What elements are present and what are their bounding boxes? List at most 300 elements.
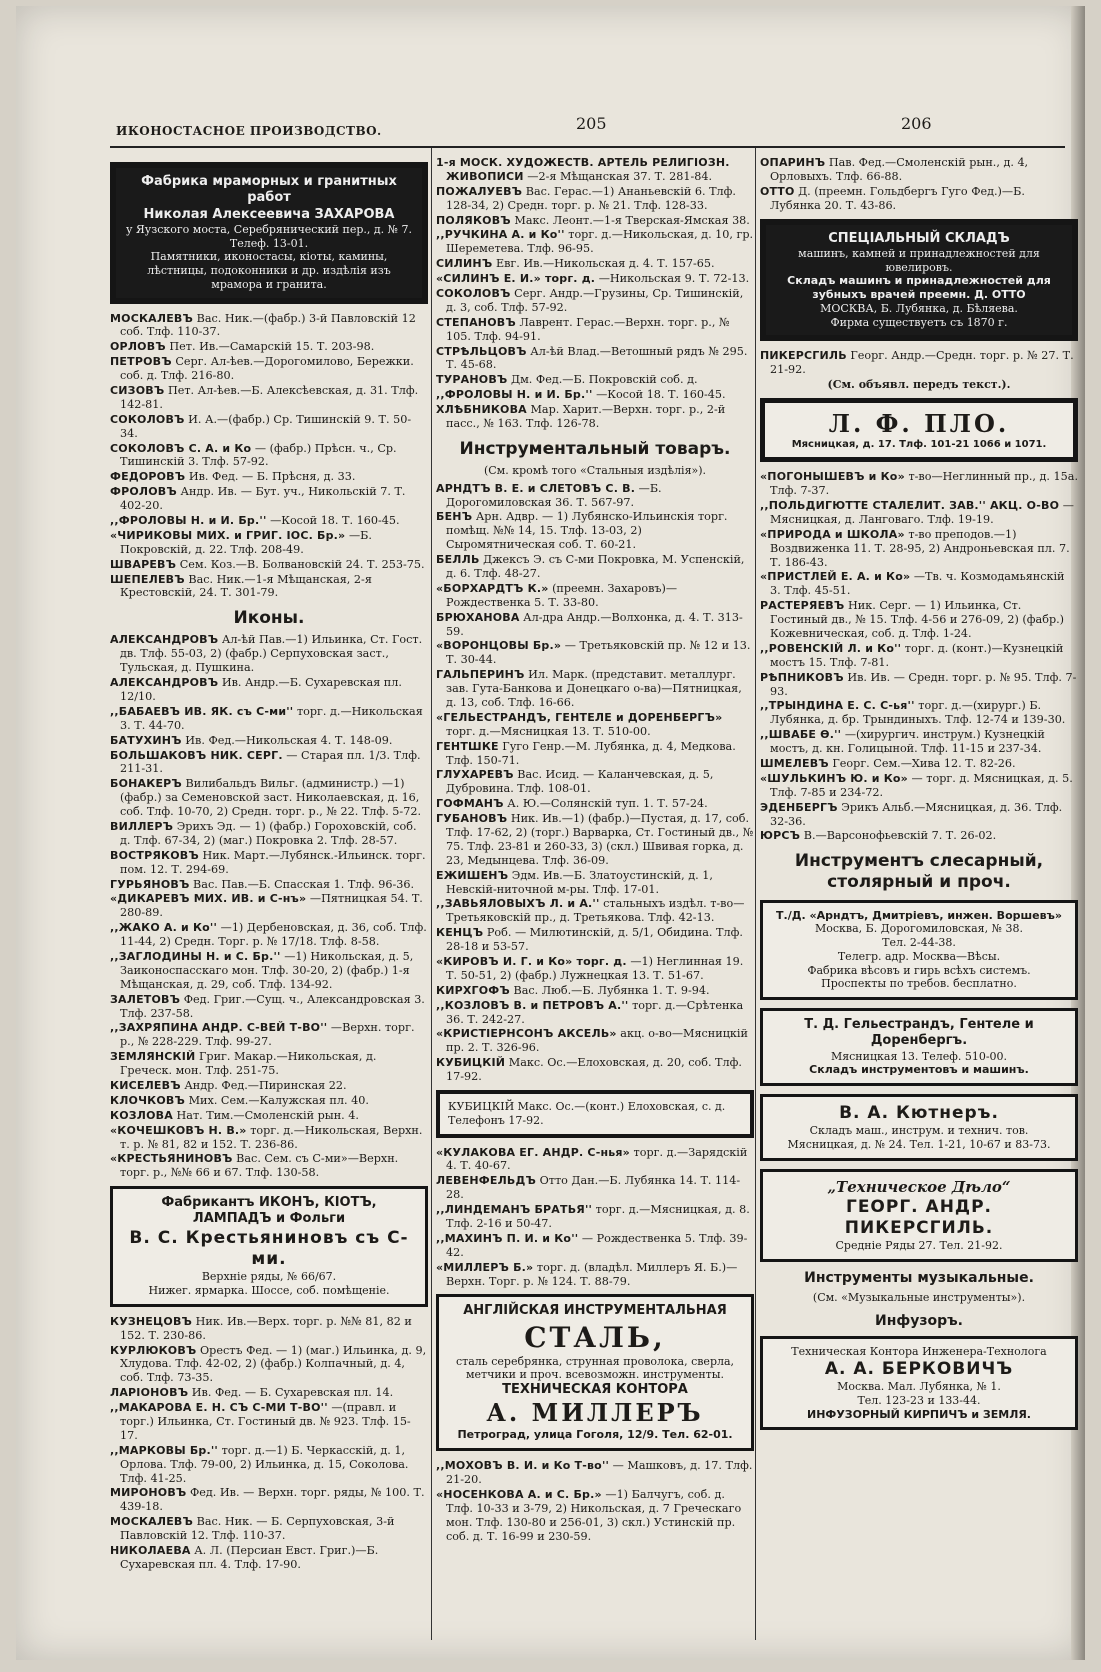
directory-entry	[436, 403, 754, 431]
entry-text: Евг. Ив.—Никольская д. 4. Т. 157-65.	[495, 257, 715, 271]
entry-name: БАТУХИНЪ	[110, 733, 182, 747]
ad-line: Проспекты по требов. бесплатно.	[821, 977, 1017, 991]
entry-name: ,,МАХИНЪ П. И. и Ко''	[436, 1231, 579, 1245]
ad-line: у Яузского моста, Серебрянический пер., д. № 7. Телеф. 13-01.	[125, 222, 413, 250]
ad-line: ТЕХНИЧЕСКАЯ КОНТОРА	[502, 1382, 688, 1398]
entry-name: ПЕТРОВЪ	[110, 355, 172, 369]
entry-name: ,,БАБАЕВЪ ИВ. ЯК. съ С-ми''	[110, 704, 294, 718]
directory-entry	[436, 812, 754, 868]
directory-entry	[436, 373, 754, 387]
entry-name: ,,ЛИНДЕМАНЪ БРАТЬЯ''	[436, 1203, 593, 1217]
directory-entry	[436, 1203, 754, 1231]
entry-text: акц. о-во—Мясницкій пр. 2. Т. 326-96.	[446, 1027, 748, 1055]
directory-entry	[760, 156, 1078, 184]
directory-entry	[760, 728, 1078, 756]
entry-name: ЕЖИШЕНЪ	[436, 868, 509, 882]
entry-name: ПОЛЯКОВЪ	[436, 213, 511, 227]
entry-text: Вас. Ник.—1-я Мѣщанская, 2-я Крестовскій, 24. Т. 301-79.	[120, 572, 372, 600]
entry-text: торг. д. (владѣл. Миллеръ Я. Б.)—Верхн. Торг. р. № 124. Т. 88-79.	[446, 1260, 738, 1288]
entry-name: ЭДЕНБЕРГЪ	[760, 800, 838, 814]
directory-entry	[436, 388, 754, 402]
directory-entry	[110, 993, 428, 1021]
entry-name: «БОРХАРДТЪ К.»	[436, 581, 549, 595]
directory-entry	[436, 1261, 754, 1289]
ad-kubitsky	[436, 1090, 754, 1138]
directory-entry	[110, 820, 428, 848]
column-rule	[431, 148, 432, 1640]
entry-name: ПОЖАЛУЕВЪ	[436, 184, 523, 198]
entry-text: Вас. Ник.—(фабр.) 3-й Павловскій 12 соб. Тлф. 110-37.	[120, 311, 416, 339]
entry-list	[760, 349, 1078, 377]
ad-line: СТАЛЬ,	[524, 1320, 666, 1354]
directory-entry	[436, 287, 754, 315]
directory-entry	[110, 514, 428, 528]
entry-name: «ЧИРИКОВЫ МИХ. и ГРИГ. ІОС. Бр.»	[110, 528, 346, 542]
ad-line: Николая Алексеевича ЗАХАРОВА	[143, 206, 395, 222]
directory-entry	[436, 897, 754, 925]
ad-krestyaninov	[110, 1186, 428, 1307]
entry-list	[436, 156, 754, 431]
entry-name: ГУРЬЯНОВЪ	[110, 877, 190, 891]
entry-text: Ал-ѣй Влад.—Ветошный рядъ № 295. Т. 45-68.	[446, 344, 748, 372]
entry-name: «КРЕСТЬЯНИНОВЪ	[110, 1152, 233, 1166]
entry-name: «ДИКАРЕВЪ МИХ. ИВ. и С-нъ»	[110, 892, 307, 906]
entry-name: КЛОЧКОВЪ	[110, 1093, 186, 1107]
section-note: (См. «Музыкальные инструменты»).	[812, 1291, 1026, 1305]
entry-name: ЗАЛЕТОВЪ	[110, 992, 181, 1006]
ad-line: Мясницкая, д. № 24. Тел. 1-21, 10-67 и 83-73.	[787, 1138, 1051, 1152]
ad-gelestrand	[760, 1008, 1078, 1086]
entry-name: КИСЕЛЕВЪ	[110, 1079, 181, 1092]
entry-list	[436, 1459, 754, 1543]
entry-text: торг. д.—Никольская, Верхн. т. р. № 81, 82 и 152. Т. 236-86.	[120, 1123, 423, 1151]
directory-entry	[436, 1056, 754, 1084]
entry-text: Георг. Андр.—Средн. торг. р. № 27. Т. 21-92.	[770, 349, 1074, 377]
ad-line: АНГЛІЙСКАЯ ИНСТРУМЕНТАЛЬНАЯ	[463, 1303, 727, 1319]
entry-text: торг. д. (конт.)—Кузнецкій мостъ 15. Тлф. 7-81.	[770, 641, 1064, 669]
entry-text: —Никольская 9. Т. 72-13.	[598, 272, 750, 286]
entry-list	[760, 156, 1078, 213]
entry-text: Эрикъ Альб.—Мясницкая, д. 36. Тлф. 32-36.	[770, 800, 1063, 828]
directory-entry	[436, 999, 754, 1027]
ad-line: В. С. Крестьяниновъ съ С-ми.	[129, 1227, 409, 1269]
directory-entry	[436, 768, 754, 796]
directory-entry	[436, 639, 754, 667]
entry-name: 1-я МОСК. ХУДОЖЕСТВ. АРТЕЛЬ РЕЛИГІОЗН. ЖИВОПИСИ	[436, 156, 730, 183]
directory-entry	[760, 699, 1078, 727]
directory-entry	[110, 470, 428, 484]
entry-name: ,,МАРКОВЫ Бр.''	[110, 1443, 219, 1457]
entry-name: МИРОНОВЪ	[110, 1486, 187, 1500]
directory-entry	[110, 1152, 428, 1180]
directory-entry	[110, 312, 428, 340]
entry-name: АРНДТЪ В. Е. и СЛЕТОВЪ С. В.	[436, 481, 636, 495]
entry-text: торг. д.—Мясницкая, д. 8. Тлф. 2-16 и 50-47.	[446, 1203, 750, 1230]
entry-name: ОРЛОВЪ	[110, 340, 166, 354]
directory-entry	[110, 633, 428, 675]
ad-line: Техническая Контора Инженера-Технолога	[791, 1345, 1047, 1359]
entry-name: ,,ШВАБЕ Ө.''	[760, 728, 842, 742]
entry-text: А. Ю.—Солянскій туп. 1. Т. 57-24.	[507, 797, 708, 811]
ad-line: Мясницкая 13. Телеф. 510-00.	[830, 1049, 1008, 1063]
entry-name: БЕЛЛЬ	[436, 553, 480, 567]
entry-text: Андр. Ив. — Бут. уч., Никольскій 7. Т. 402-20.	[120, 485, 406, 513]
entry-text: Орестъ Фед. — 1) (маг.) Ильинка, д. 9, Хлудова. Тлф. 42-02, 2) (фабр.) Колпачный, д. 4, соб. Тлф. 73-35.	[120, 1343, 427, 1385]
entry-text: Георг. Сем.—Хива 12. Т. 82-26.	[832, 757, 1016, 771]
entry-text: —Верхн. торг. р., № 228-229. Тлф. 99-27.	[120, 1021, 415, 1049]
entry-name: ,,ЖАКО А. и Ко''	[110, 921, 218, 935]
entry-text: Роб. — Милютинскій, д. 5/1, Обидина. Тлф. 28-18 и 53-57.	[446, 926, 743, 954]
directory-entry	[110, 1401, 428, 1443]
directory-entry	[760, 528, 1078, 570]
directory-entry	[110, 1109, 428, 1123]
entry-text: Пет. Ал-ѣев.—Б. Алексѣевская, д. 31. Тлф. 142-81.	[120, 383, 419, 411]
directory-entry	[436, 1232, 754, 1260]
section-title: Иконы.	[233, 608, 305, 629]
entry-name: ГУБАНОВЪ	[436, 812, 508, 826]
entry-text: —1) Дербеновская, д. 36, соб. Тлф. 11-44, 2) Средн. Торг. р. № 17/18. Тлф. 8-58.	[120, 921, 427, 949]
entry-text: торг. д.—Никольская 3. Т. 44-70.	[120, 704, 423, 732]
entry-text: — (фабр.) Прѣсн. ч., Ср. Тишинскій 3. Тлф. 57-92.	[120, 441, 397, 469]
entry-text: Д. (преемн. Гольдбергъ Гуго Фед.)—Б. Лубянка 20. Т. 43-86.	[770, 184, 1025, 212]
entry-list	[110, 1315, 428, 1572]
entry-name: ФРОЛОВЪ	[110, 485, 177, 499]
directory-entry	[110, 734, 428, 748]
entry-text: торг. д.—Мясницкая 13. Т. 510-00.	[446, 724, 651, 738]
entry-name: «СИЛИНЪ Е. И.» торг. д.	[436, 272, 596, 286]
entry-name: «КИРОВЪ И. Г. и Ко» торг. д.	[436, 955, 627, 969]
entry-name: СОКОЛОВЪ	[436, 287, 511, 301]
entry-text: Вас. Люб.—Б. Лубянка 1. Т. 9-94.	[513, 983, 710, 997]
ad-line: Фабрика вѣсовъ и гирь всѣхъ системъ.	[807, 963, 1031, 977]
entry-text: — Старая пл. 1/3. Тлф. 211-31.	[120, 748, 421, 776]
directory-entry	[436, 1146, 754, 1174]
ad-line: А. А. БЕРКОВИЧЪ	[824, 1358, 1014, 1379]
directory-entry	[760, 757, 1078, 771]
entry-text: Ал-ѣй Пав.—1) Ильинка, Ст. Гост. дв. Тлф. 55-03, 2) (фабр.) Серпуховская заст., Тульская, д. Пушкина.	[120, 633, 423, 675]
entry-text: Ив. Фед. — Б. Прѣсня, д. 33.	[188, 470, 356, 484]
directory-entry	[110, 676, 428, 704]
entry-text: В.—Варсонофьевскій 7. Т. 26-02.	[803, 829, 997, 843]
entry-name: ОПАРИНЪ	[760, 156, 826, 169]
entry-text: — Третьяковскій пр. № 12 и 13. Т. 30-44.	[446, 639, 751, 667]
directory-entry	[436, 740, 754, 768]
directory-entry	[436, 510, 754, 552]
directory-entry	[110, 950, 428, 992]
entry-name: ,,ФРОЛОВЫ Н. и И. Бр.''	[436, 388, 593, 402]
directory-entry	[110, 1079, 428, 1093]
entry-name: КИРХГОФЪ	[436, 983, 510, 997]
section-note: (См. объявл. передъ текст.).	[827, 378, 1011, 392]
entry-text: Фед. Ив. — Верхн. торг. ряды, № 100. Т. 439-18.	[120, 1486, 425, 1514]
directory-entry	[436, 668, 754, 710]
directory-entry	[110, 777, 428, 819]
ad-line: Нижег. ярмарка. Шоссе, соб. помѣщеніе.	[148, 1283, 390, 1297]
entry-text: —1) Неглинная 19. Т. 50-51, 2) (фабр.) Лужнецкая 13. Т. 51-67.	[446, 955, 744, 982]
entry-text: (преемн. Захаровъ)—Рождественка 5. Т. 33-80.	[446, 581, 678, 609]
entry-name: «ШУЛЬКИНЪ Ю. и Ко»	[760, 771, 908, 785]
entry-text: Мар. Харит.—Верхн. торг. р., 2-й пасс., № 163. Тлф. 126-78.	[446, 403, 726, 431]
entry-text: А. Л. (Персиан Евст. Григ.)—Б. Сухаревская пл. 4. Тлф. 17-90.	[120, 1543, 379, 1571]
entry-name: СТЕПАНОВЪ	[436, 315, 516, 329]
entry-text: Макс. Леонт.—1-я Тверская-Ямская 38.	[514, 213, 750, 227]
entry-text: торг. д.—Срѣтенка 36. Т. 242-27.	[446, 998, 744, 1026]
directory-entry	[436, 984, 754, 998]
entry-text: Ник. Ив.—1) (фабр.)—Пустая, д. 17, соб. Тлф. 17-62, 2) (торг.) Варварка, Ст. Гостиный дв., № 75. Тлф. 23-81 и 260-33, 3) (скл.) Швивая горка, д. 23, Медынцева. Тлф. 36-09.	[446, 812, 754, 867]
entry-text: Ник. Ив.—Верх. торг. р. №№ 81, 82 и 152. Т. 230-86.	[120, 1314, 412, 1342]
ad-line: сталь серебрянка, струнная проволока, сверла, метчики и проч. всевозможн. инструменты.	[455, 1354, 735, 1382]
directory-entry	[110, 1444, 428, 1486]
directory-entry	[110, 1124, 428, 1152]
entry-name: ГЛУХАРЕВЪ	[436, 768, 514, 782]
entry-text: Вас. Ник. — Б. Серпуховская, 3-й Павловскій 12. Тлф. 110-37.	[120, 1515, 395, 1543]
section-title: Инфузоръ.	[874, 1312, 964, 1329]
entry-name: ШМЕЛЕВЪ	[760, 757, 829, 771]
directory-entry	[110, 1544, 428, 1572]
entry-name: ЮРСЪ	[760, 829, 801, 843]
entry-name: АЛЕКСАНДРОВЪ	[110, 633, 219, 647]
ad-plo	[760, 398, 1078, 463]
entry-text: — Рождественка 5. Тлф. 39-42.	[446, 1231, 748, 1259]
entry-name: БОНАКЕРЪ	[110, 777, 182, 791]
entry-text: торг. д.—1) Б. Черкасскій, д. 1, Орлова. Тлф. 79-00, 2) Ильинка, д. 15, Соколова. Тлф. 41-25.	[120, 1443, 409, 1485]
entry-text: Арн. Адвр. — 1) Лубянско-Ильинскія торг. помѣщ. №№ 14, 15. Тлф. 13-03, 2) Сыромятническая соб. Т. 60-21.	[446, 510, 728, 552]
entry-text: —Б. Покровскій, д. 22. Тлф. 208-49.	[120, 528, 372, 556]
ad-kutner	[760, 1094, 1078, 1161]
directory-entry	[760, 499, 1078, 527]
entry-name: КУБИЦКІЙ	[436, 1056, 506, 1070]
directory-entry	[760, 642, 1078, 670]
directory-entry	[760, 570, 1078, 598]
entry-text: торг. д.—(хирург.) Б. Лубянка, д. бр. Трындиныхъ. Тлф. 12-74 и 139-30.	[770, 699, 1066, 727]
entry-text: Ив. Фед. — Б. Сухаревская пл. 14.	[191, 1386, 394, 1400]
ad-pikersgil	[760, 1169, 1078, 1262]
directory-entry	[110, 1315, 428, 1343]
ad-line: „Техническое Дѣло“	[827, 1177, 1011, 1196]
entry-text: Дм. Фед.—Б. Покровскій соб. д.	[511, 373, 698, 387]
entry-name: РѢПНИКОВЪ	[760, 670, 844, 684]
directory-entry	[110, 573, 428, 601]
entry-text: Отто Дан.—Б. Лубянка 14. Т. 114-28.	[446, 1174, 741, 1202]
entry-name: ,,ФРОЛОВЫ Н. и И. Бр.''	[110, 513, 267, 527]
entry-text: Ив. Фед.—Никольская 4. Т. 148-09.	[185, 733, 393, 747]
ad-line: Памятники, иконостасы, кіоты, камины, лѣстницы, подоконники и др. издѣлія изъ мрамора и гранита.	[147, 250, 391, 291]
entry-text: —(правл. и торг.) Ильинка, Ст. Гостиный дв. № 923. Тлф. 15-17.	[120, 1401, 411, 1442]
entry-name: БРЮХАНОВА	[436, 610, 520, 624]
entry-name: ЛАРІОНОВЪ	[110, 1386, 189, 1400]
entry-text: торг. д.—Никольская, д. 10, гр. Шереметева. Тлф. 96-95.	[446, 228, 754, 256]
entry-name: ,,МАКАРОВА Е. Н. СЪ С-МИ Т-ВО''	[110, 1401, 328, 1415]
entry-name: ГАЛЬПЕРИНЪ	[436, 668, 525, 682]
directory-entry	[436, 553, 754, 581]
directory-entry	[110, 878, 428, 892]
entry-text: Серг. Ал-ѣев.—Дорогомилово, Бережки. соб. д. Тлф. 216-80.	[120, 355, 414, 383]
entry-name: ,,ПОЛЬДИГЮТТЕ СТАЛЕЛИТ. ЗАВ.'' АКЦ. О-ВО	[760, 499, 1060, 512]
entry-name: СОКОЛОВЪ С. А. и Ко	[110, 441, 252, 455]
entry-text: —1) Балчугъ, соб. д. Тлф. 10-33 и 3-79, 2) Никольская, д. 7 Греческаго мон. Тлф. 130-80 и 256-01, 3) скл.) Устинскій пр. соб. д. Т. 16-99 и 230-59.	[446, 1487, 742, 1543]
page-number-left: 205	[576, 114, 607, 133]
ad-line: Фабрика мраморных и гранитных работ	[141, 174, 397, 206]
entry-text: Макс. Ос.—Елоховская, д. 20, соб. Тлф. 17-92.	[446, 1056, 742, 1084]
directory-entry	[110, 1094, 428, 1108]
directory-entry	[760, 671, 1078, 699]
directory-entry	[436, 316, 754, 344]
ad-line: Москва, Б. Дорогомиловская, № 38.	[815, 922, 1023, 936]
ad-line: ИНФУЗОРНЫЙ КИРПИЧЪ и ЗЕМЛЯ.	[807, 1407, 1031, 1421]
entry-text: Эрихъ Эд. — 1) (фабр.) Гороховскій, соб. д. Тлф. 67-34, 2) (маг.) Покровка 2. Тлф. 28-57.	[120, 819, 417, 847]
entry-name: «ПРИРОДА и ШКОЛА»	[760, 527, 905, 541]
directory-entry	[436, 228, 754, 256]
entry-name: КУЗНЕЦОВЪ	[110, 1314, 193, 1328]
entry-name: «ГЕЛЬЕСТРАНДЪ, ГЕНТЕЛЕ и ДОРЕНБЕРГЪ»	[436, 710, 723, 724]
entry-text: Джексъ Э. съ С-ми Покровка, М. Успенскій, д. 6. Тлф. 48-27.	[446, 553, 745, 580]
entry-text: —Мясницкая, д. Ланговаго. Тлф. 19-19.	[770, 499, 1074, 526]
directory-entry	[436, 1027, 754, 1055]
entry-list	[110, 312, 428, 601]
section-title: Инструментъ слесарный, столярный и проч.	[794, 851, 1044, 893]
directory-entry	[436, 1459, 754, 1487]
column-2	[436, 156, 754, 1545]
directory-entry	[110, 355, 428, 383]
ad-line: Тел. 123-23 и 133-44.	[857, 1393, 981, 1407]
directory-entry	[110, 340, 428, 354]
entry-name: ПИКЕРСГИЛЬ	[760, 349, 847, 363]
entry-text: И. А.—(фабр.) Ср. Тишинскій 9. Т. 50-34.	[120, 412, 412, 440]
directory-entry	[760, 599, 1078, 641]
entry-name: НИКОЛАЕВА	[110, 1543, 191, 1557]
entry-text: Нат. Тим.—Смоленскій рын. 4.	[176, 1108, 359, 1122]
entry-name: СИЛИНЪ	[436, 257, 493, 271]
entry-name: РАСТЕРЯЕВЪ	[760, 599, 845, 613]
directory-entry	[760, 801, 1078, 829]
ad-line: Складъ инструментовъ и машинъ.	[809, 1063, 1029, 1077]
directory-entry	[110, 384, 428, 412]
entry-list	[760, 470, 1078, 843]
entry-text: —Тв. ч. Козмодамьянскій 3. Тлф. 45-51.	[770, 570, 1065, 598]
entry-name: «ПОГОНЫШЕВЪ и Ко»	[760, 470, 905, 484]
entry-name: ФЕДОРОВЪ	[110, 470, 186, 484]
directory-entry	[760, 470, 1078, 498]
ad-miller	[436, 1294, 754, 1451]
running-header: ИКОНОСТАСНОЕ ПРОИЗВОДСТВО.	[116, 124, 382, 138]
entry-text: Мих. Сем.—Калужская пл. 40.	[188, 1093, 369, 1107]
directory-entry	[110, 413, 428, 441]
ad-line: МОСКВА, Б. Лубянка, д. Бѣляева.	[820, 301, 1018, 315]
ad-line: машинъ, камней и принадлежностей для ювелировъ.	[798, 246, 1040, 274]
directory-entry	[110, 892, 428, 920]
directory-page	[16, 6, 1085, 1660]
ad-line: Верхніе ряды, № 66/67.	[201, 1270, 337, 1284]
entry-name: «КУЛАКОВА ЕГ. АНДР. С-нья»	[436, 1145, 630, 1159]
directory-entry	[436, 611, 754, 639]
directory-entry	[760, 772, 1078, 800]
entry-name: «КРИСТІЕРНСОНЪ АКСЕЛЬ»	[436, 1027, 617, 1041]
ad-line: КУБИЦКІЙ Макс. Ос.—(конт.) Елоховская, с. д. Телефонъ 17-92.	[448, 1100, 726, 1127]
ad-line: Тел. 2-44-38.	[882, 936, 956, 950]
entry-text: Вас. Герас.—1) Ананьевскій 6. Тлф. 128-34, 2) Средн. торг. р. № 21. Тлф. 128-33.	[446, 184, 736, 212]
directory-entry	[436, 1488, 754, 1544]
entry-text: —Косой 18. Т. 160-45.	[596, 388, 726, 402]
entry-name: КЕНЦЪ	[436, 926, 484, 940]
directory-entry	[436, 955, 754, 983]
entry-name: СИЗОВЪ	[110, 383, 165, 397]
entry-text: —Пятницкая 54. Т. 280-89.	[120, 892, 423, 920]
directory-entry	[436, 482, 754, 510]
entry-text: Андр. Фед.—Пиринская 22.	[184, 1079, 347, 1092]
entry-name: МОСКАЛЕВЪ	[110, 311, 194, 325]
entry-text: Вилибальдъ Вильг. (администр.) —1) (фабр.) за Семеновской заст. Николаевская, д. 16, соб. Тлф. 10-70, 2) Средн. торг. р., № 22. Тлф. 5-72.	[120, 777, 421, 819]
directory-entry	[436, 214, 754, 228]
entry-name: ГЕНТШКЕ	[436, 739, 499, 753]
directory-entry	[110, 705, 428, 733]
entry-name: МОСКАЛЕВЪ	[110, 1515, 194, 1529]
entry-name: КУРЛЮКОВЪ	[110, 1343, 197, 1357]
ad-line: Фабрикантъ ИКОНЪ, КІОТЪ, ЛАМПАДЪ и Фольги	[161, 1195, 377, 1227]
entry-name: ГОФМАНЪ	[436, 797, 504, 811]
directory-entry	[436, 272, 754, 286]
entry-text: —Косой 18. Т. 160-45.	[270, 513, 400, 527]
entry-text: торг. д.—Зарядскій 4. Т. 40-67.	[446, 1145, 748, 1173]
entry-name: ,,ЗАХРЯПИНА АНДР. С-ВЕЙ Т-ВО''	[110, 1021, 328, 1035]
ad-line: Складъ машинъ и принадлежностей для зубныхъ врачей преемн. Д. ОТТО	[787, 274, 1051, 302]
section-title: Инструменты музыкальные.	[804, 1269, 1034, 1286]
directory-entry	[110, 749, 428, 777]
entry-text: —1) Никольская, д. 5, Заиконоспасскаго мон. Тлф. 30-20, 2) (фабр.) 1-я Мѣщанская, д. 29, соб. Тлф. 134-92.	[120, 949, 414, 991]
entry-name: ,,ЗАВЬЯЛОВЫХЪ Л. и А.''	[436, 897, 600, 911]
ad-line: В. А. Кютнеръ.	[839, 1103, 999, 1124]
directory-entry	[436, 257, 754, 271]
ad-line: А. МИЛЛЕРЪ	[486, 1398, 704, 1428]
entry-name: ТУРАНОВЪ	[436, 373, 508, 387]
ad-otto	[760, 219, 1078, 342]
entry-text: Ил. Марк. (представит. металлург. зав. Гута-Банкова и Донецкаго о-ва)—Пятницкая, д. 13, соб. Тлф. 16-66.	[446, 668, 742, 709]
entry-text: Лаврент. Герас.—Верхн. торг. р., № 105. Тлф. 94-91.	[446, 315, 730, 343]
entry-text: —(хирургич. инструм.) Кузнецкій мостъ, д. кн. Голицыной. Тлф. 11-15 и 237-34.	[770, 728, 1045, 756]
directory-entry	[436, 185, 754, 213]
header-rule	[110, 146, 1065, 148]
directory-entry	[110, 1344, 428, 1386]
entry-text: стальныхъ издѣл. т-во—Третьяковскій пр., д. Третьякова. Тлф. 42-13.	[446, 897, 745, 925]
section-note: (См. кромѣ того «Стальныя издѣлія»).	[483, 464, 707, 477]
ad-line: Л. Ф. ПЛО.	[828, 408, 1010, 438]
directory-entry	[760, 185, 1078, 213]
column-1	[110, 156, 428, 1573]
ad-line: Телегр. адр. Москва—Вѣсы.	[837, 949, 1001, 963]
directory-entry	[110, 485, 428, 513]
directory-entry	[110, 1050, 428, 1078]
directory-entry	[436, 797, 754, 811]
entry-name: «КОЧЕШКОВЪ Н. В.»	[110, 1123, 247, 1137]
directory-entry	[110, 558, 428, 572]
entry-list	[436, 1146, 754, 1289]
directory-entry	[110, 1515, 428, 1543]
entry-text: т-во—Неглинный пр., д. 15а. Тлф. 7-37.	[770, 470, 1079, 498]
directory-entry	[760, 349, 1078, 377]
entry-name: ,,ЗАГЛОДИНЫ Н. и С. Бр.''	[110, 949, 281, 963]
entry-text: Пет. Ив.—Самарскій 15. Т. 203-98.	[169, 340, 375, 354]
entry-name: «МИЛЛЕРЪ Б.»	[436, 1260, 534, 1274]
section-title: Инструментальный товаръ.	[459, 438, 731, 459]
directory-entry	[110, 1386, 428, 1400]
entry-name: ,,МОХОВЪ В. И. и Ко Т-во''	[436, 1459, 610, 1473]
entry-name: «ВОРОНЦОВЫ Бр.»	[436, 639, 562, 653]
entry-text: т-во преподов.—1) Воздвиженка 11. Т. 28-95, 2) Андроньевская пл. 7. Т. 186-43.	[770, 527, 1070, 569]
ad-zakharov	[110, 162, 428, 304]
entry-name: ,,ТРЫНДИНА Е. С. С-ья''	[760, 699, 915, 713]
ad-line: СПЕЦІАЛЬНЫЙ СКЛАДЪ	[828, 230, 1010, 246]
directory-entry	[436, 711, 754, 739]
directory-entry	[110, 921, 428, 949]
